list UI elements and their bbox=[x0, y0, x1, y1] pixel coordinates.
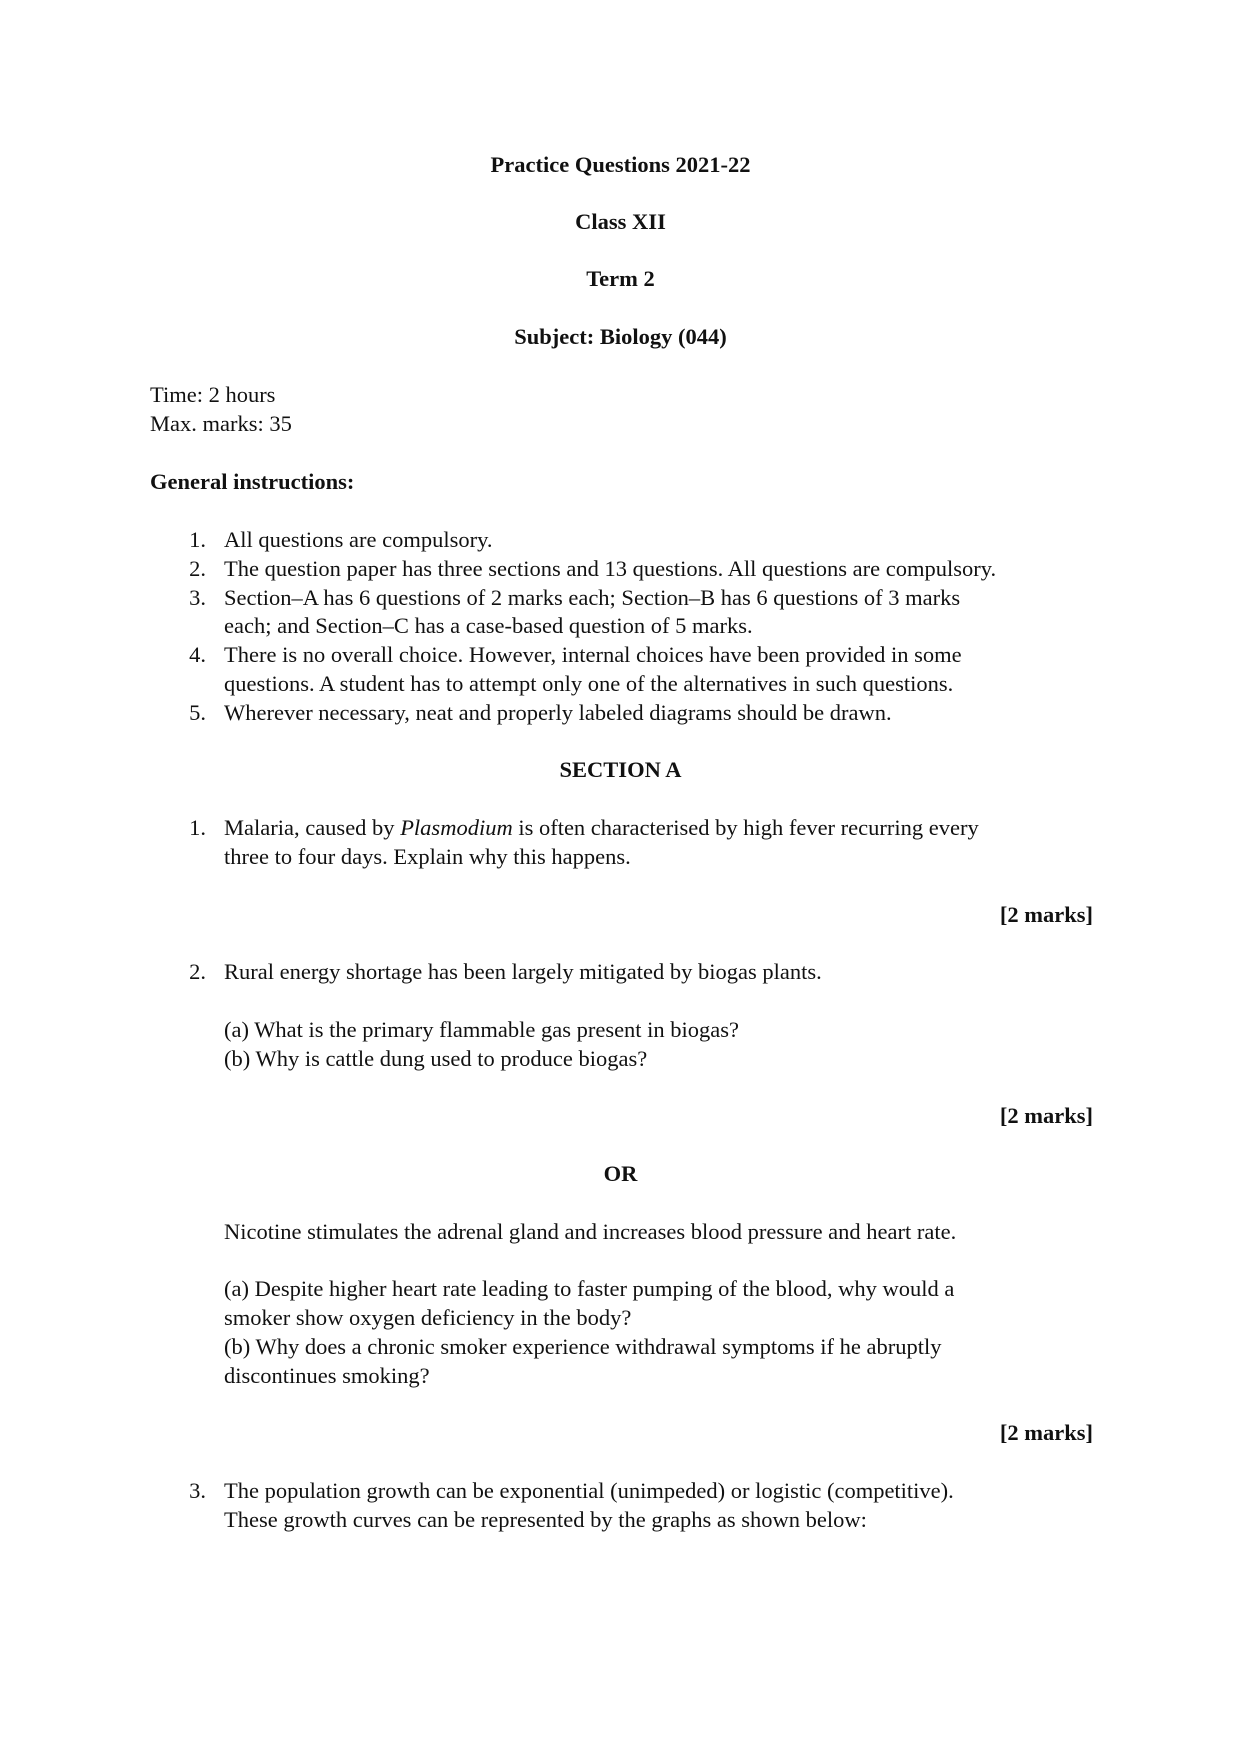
section-a-heading: SECTION A bbox=[559, 757, 682, 782]
question-number: 3. bbox=[189, 1478, 206, 1503]
marks-label: [2 marks] bbox=[999, 902, 1093, 927]
question-number: 1. bbox=[189, 815, 206, 840]
instruction-text: Wherever necessary, neat and properly labeled diagrams should be drawn. bbox=[224, 700, 892, 725]
instruction-text: The question paper has three sections and 13 questions. All questions are compulsory. bbox=[224, 556, 997, 581]
plasmodium-term: Plasmodium bbox=[400, 815, 513, 840]
instructions-heading: General instructions: bbox=[150, 469, 355, 494]
question-part-b: discontinues smoking? bbox=[224, 1363, 430, 1388]
max-marks-label: Max. marks: 35 bbox=[150, 411, 292, 436]
question-text: These growth curves can be represented by the graphs as shown below: bbox=[224, 1507, 867, 1532]
question-part-a: smoker show oxygen deficiency in the body? bbox=[224, 1305, 632, 1330]
instruction-number: 5. bbox=[189, 700, 206, 725]
instruction-number: 4. bbox=[189, 642, 206, 667]
marks-label: [2 marks] bbox=[999, 1420, 1093, 1445]
question-text: Nicotine stimulates the adrenal gland and increases blood pressure and heart rate. bbox=[224, 1219, 957, 1244]
time-label: Time: 2 hours bbox=[150, 382, 276, 407]
question-text: Malaria, caused by Plasmodium is often characterised by high fever recurring every bbox=[224, 815, 979, 840]
question-text: The population growth can be exponential (unimpeded) or logistic (competitive). bbox=[224, 1478, 954, 1503]
or-label: OR bbox=[603, 1161, 638, 1186]
question-text: three to four days. Explain why this happens. bbox=[224, 844, 631, 869]
term-label: Term 2 bbox=[586, 266, 655, 291]
question-part-b: (b) Why does a chronic smoker experience withdrawal symptoms if he abruptly bbox=[224, 1334, 942, 1359]
instruction-text: There is no overall choice. However, internal choices have been provided in some bbox=[224, 642, 962, 667]
subject-label: Subject: Biology (044) bbox=[514, 324, 727, 349]
instruction-text: each; and Section–C has a case-based question of 5 marks. bbox=[224, 613, 753, 638]
question-part-a: (a) What is the primary flammable gas present in biogas? bbox=[224, 1017, 740, 1042]
instruction-number: 1. bbox=[189, 527, 206, 552]
class-label: Class XII bbox=[575, 209, 666, 234]
instruction-text: questions. A student has to attempt only one of the alternatives in such questions. bbox=[224, 671, 954, 696]
instruction-number: 3. bbox=[189, 585, 206, 610]
instruction-text: Section–A has 6 questions of 2 marks each; Section–B has 6 questions of 3 marks bbox=[224, 585, 961, 610]
document-title: Practice Questions 2021-22 bbox=[490, 152, 751, 177]
instruction-text: All questions are compulsory. bbox=[224, 527, 493, 552]
question-text: Rural energy shortage has been largely mitigated by biogas plants. bbox=[224, 959, 822, 984]
instruction-number: 2. bbox=[189, 556, 206, 581]
marks-label: [2 marks] bbox=[999, 1103, 1093, 1128]
question-part-b: (b) Why is cattle dung used to produce biogas? bbox=[224, 1046, 648, 1071]
question-part-a: (a) Despite higher heart rate leading to faster pumping of the blood, why would a bbox=[224, 1276, 955, 1301]
question-number: 2. bbox=[189, 959, 206, 984]
